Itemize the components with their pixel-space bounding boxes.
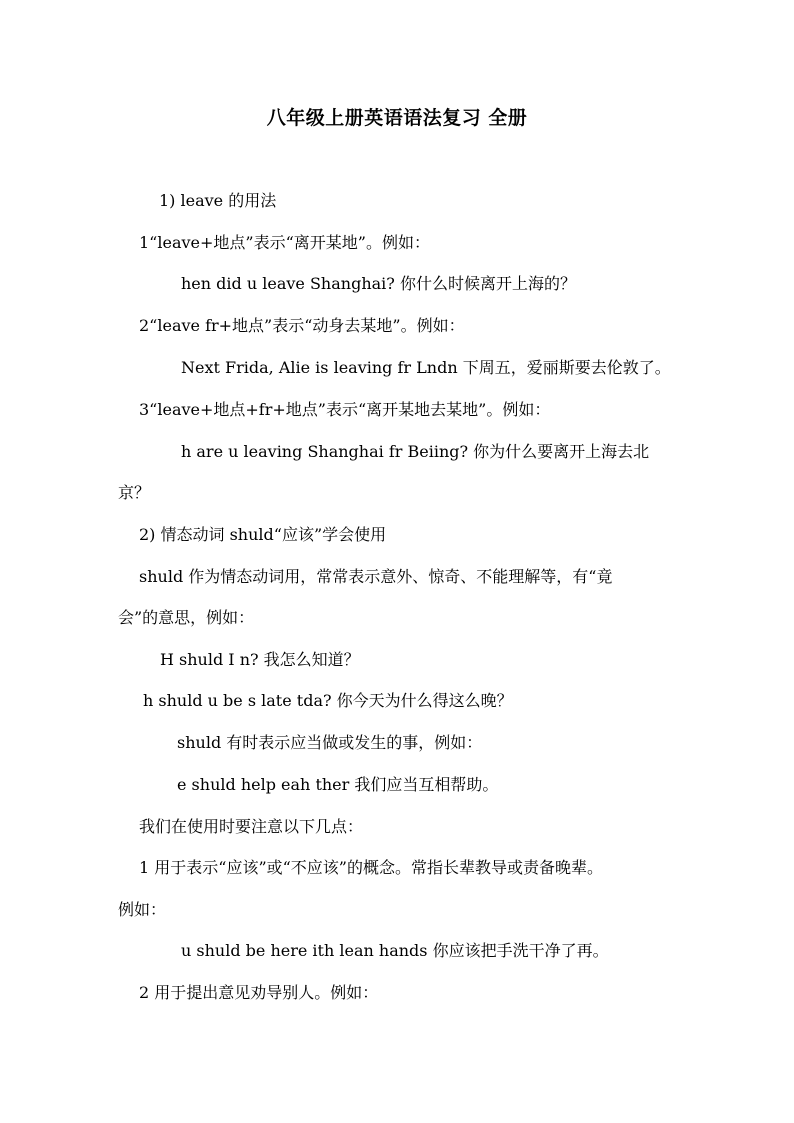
should-usage-description-continued: 会”的意思，例如： bbox=[118, 608, 255, 627]
example-2-sentence: Next Frida, Alie is leaving fr Lndn 下周五，爱丽斯要去伦敦了。 bbox=[181, 358, 671, 377]
document-title: 八年级上册英语语法复习 全册 bbox=[266, 107, 528, 129]
example-3-sentence-continued: 京？ bbox=[118, 483, 151, 502]
section-heading-leave: 1) leave 的用法 bbox=[159, 191, 277, 210]
section-heading-should: 2) 情态动词 shuld“应该”学会使用 bbox=[139, 525, 387, 544]
rule-1-leave-place: 1“leave+地点”表示“离开某地”。例如： bbox=[139, 233, 430, 252]
notes-intro: 我们在使用时要注意以下几点： bbox=[139, 817, 364, 836]
note-2: 2 用于提出意见劝导别人。例如： bbox=[139, 983, 379, 1002]
should-obligation-description: shuld 有时表示应当做或发生的事，例如： bbox=[177, 733, 483, 752]
note-1-continued: 例如： bbox=[118, 900, 167, 919]
example-1-sentence: hen did u leave Shanghai? 你什么时候离开上海的？ bbox=[181, 274, 576, 293]
rule-2-leave-for-place: 2“leave fr+地点”表示“动身去某地”。例如： bbox=[139, 316, 465, 335]
should-example-3: e shuld help eah ther 我们应当互相帮助。 bbox=[177, 775, 499, 794]
should-example-2: h shuld u be s late tda? 你今天为什么得这么晚？ bbox=[143, 691, 513, 710]
example-3-sentence: h are u leaving Shanghai fr Beiing? 你为什么要离开上海去北 bbox=[181, 442, 650, 461]
should-example-1: H shuld I n? 我怎么知道？ bbox=[160, 650, 360, 669]
note-1-example: u shuld be here ith lean hands 你应该把手洗干净了再。 bbox=[181, 941, 609, 960]
should-usage-description: shuld 作为情态动词用，常常表示意外、惊奇、不能理解等，有“竟 bbox=[139, 567, 613, 586]
rule-3-leave-place-for-place: 3“leave+地点+fr+地点”表示“离开某地去某地”。例如： bbox=[139, 400, 551, 419]
note-1: 1 用于表示“应该”或“不应该”的概念。常指长辈教导或责备晚辈。 bbox=[139, 858, 603, 877]
